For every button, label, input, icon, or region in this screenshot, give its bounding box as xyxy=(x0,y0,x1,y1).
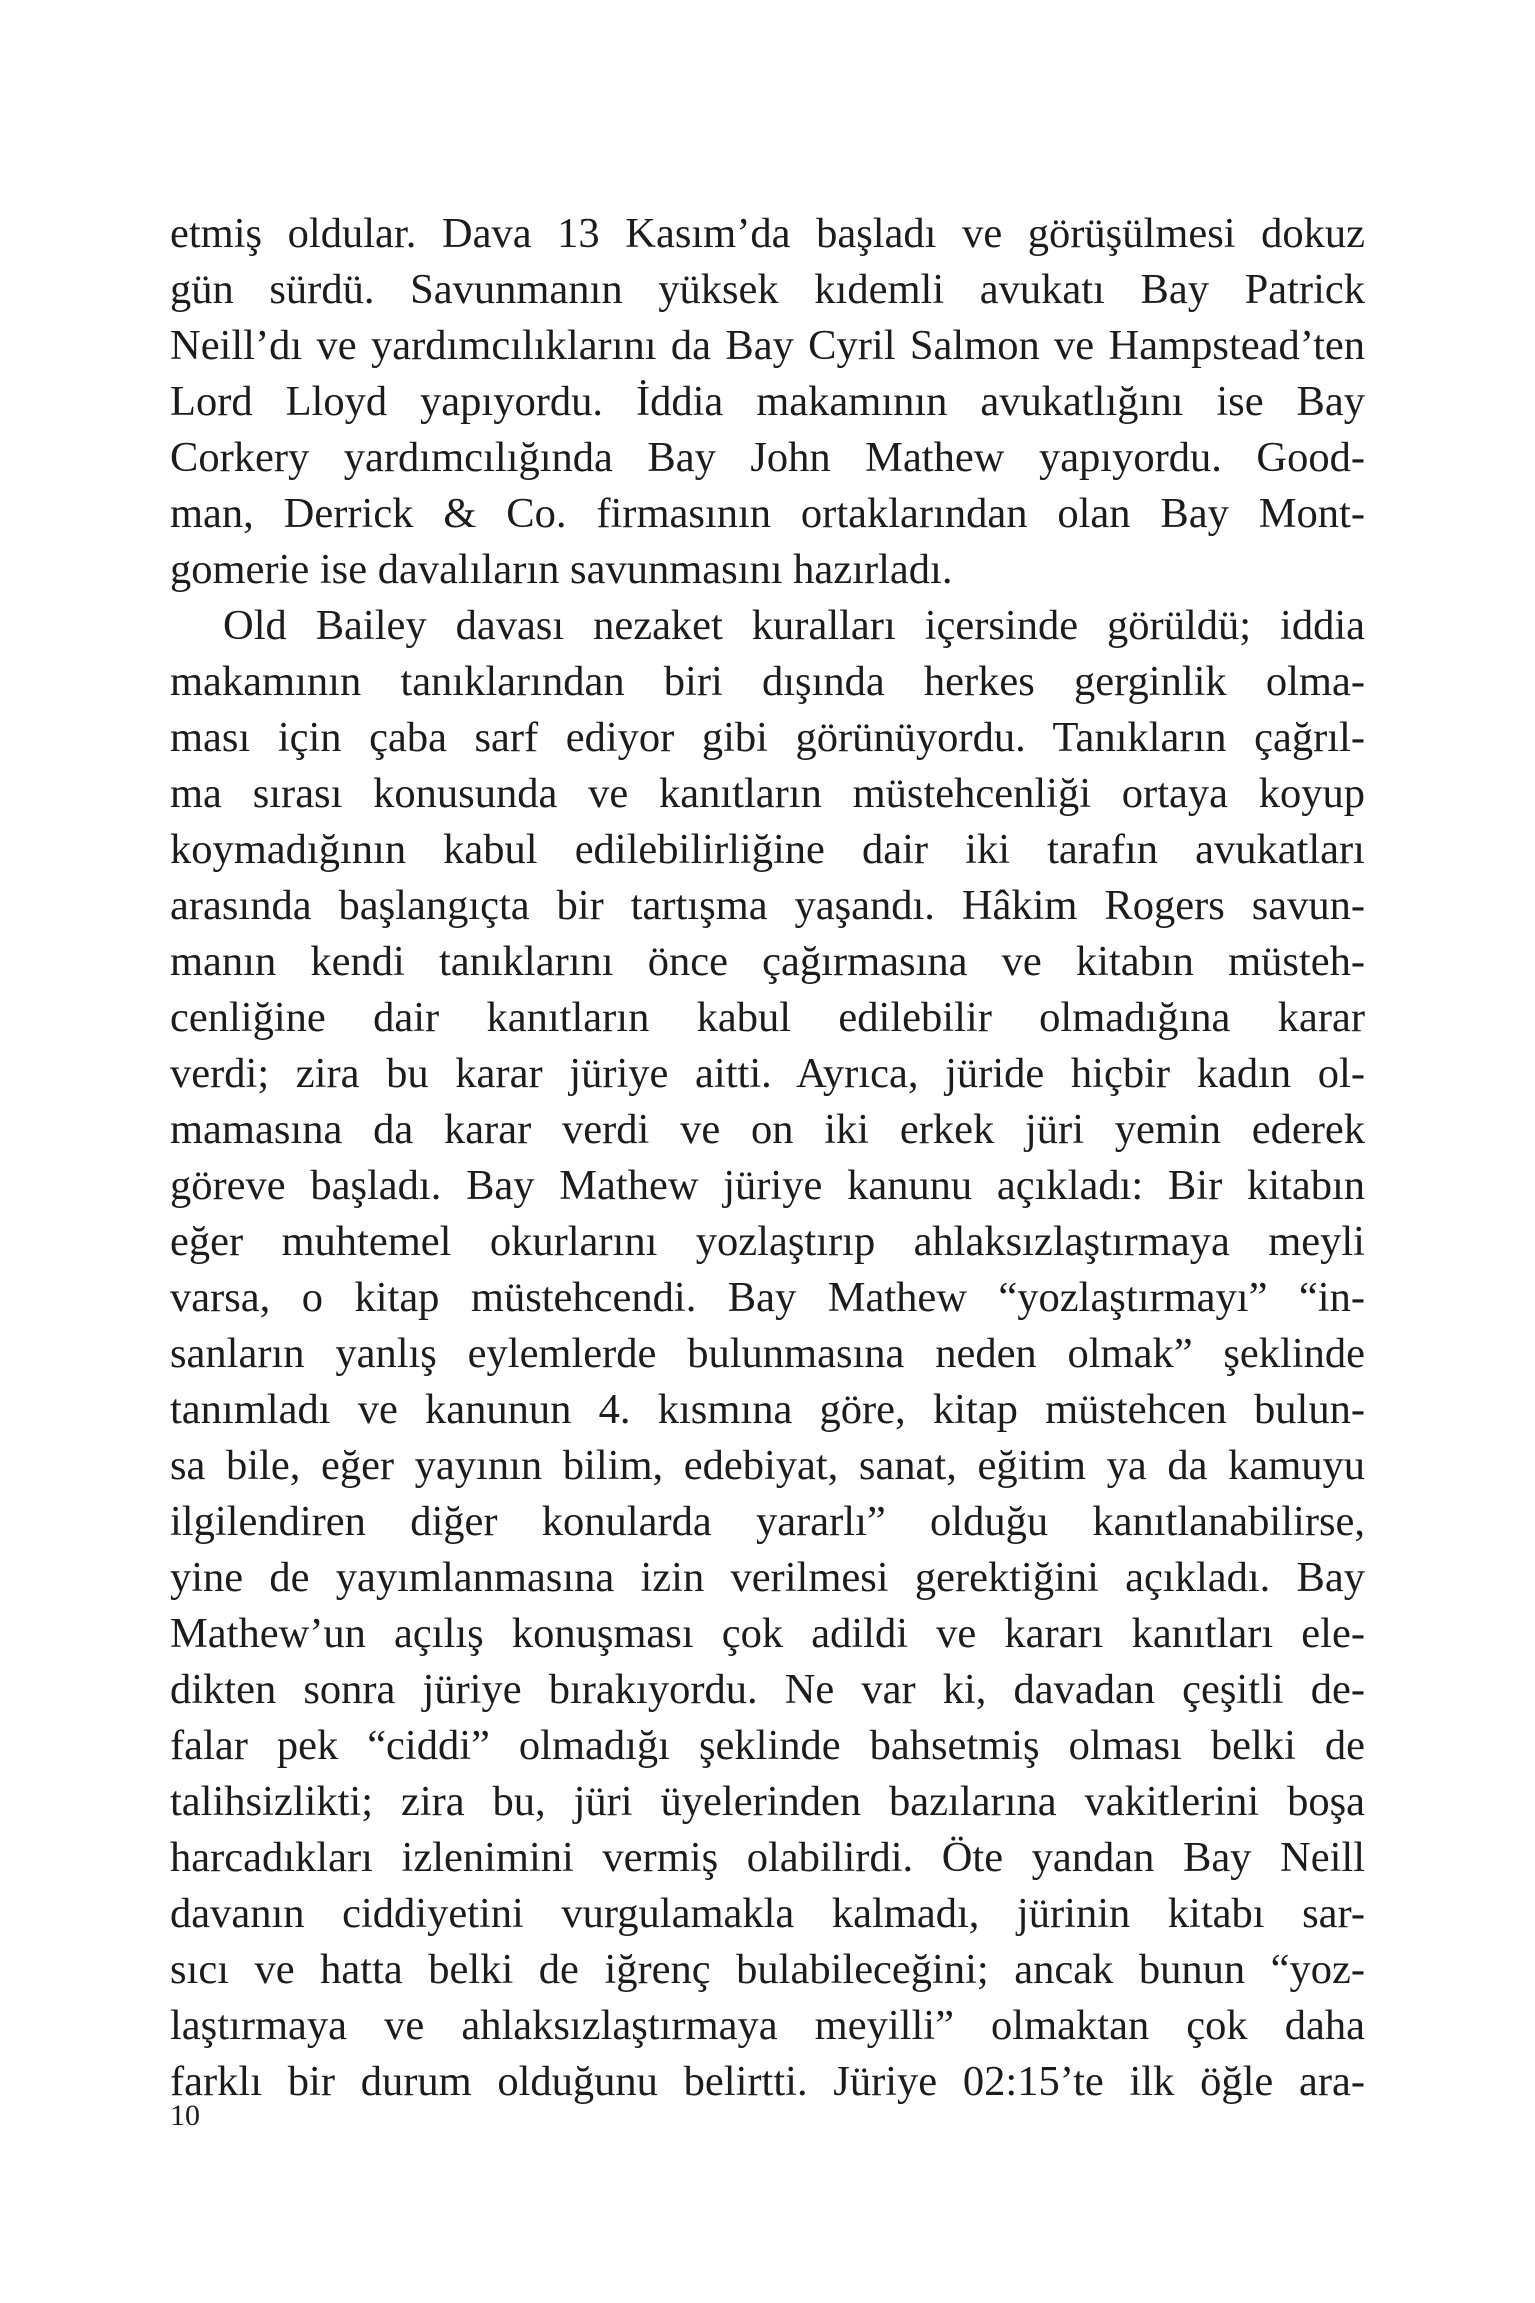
text-line: sıcı ve hatta belki de iğrenç bulabileceğini; ancak bunun “yoz- xyxy=(170,1946,1365,1993)
text-line: dikten sonra jüriye bırakıyordu. Ne var ki, davadan çeşitli de- xyxy=(170,1666,1365,1713)
text-line: gomerie ise davalıların savunmasını hazırladı. xyxy=(170,546,953,593)
text-line: cenliğine dair kanıtların kabul edilebilir olmadığına karar xyxy=(170,994,1365,1041)
text-line: sa bile, eğer yayının bilim, edebiyat, sanat, eğitim ya da kamuyu xyxy=(170,1442,1365,1489)
text-line: Lord Lloyd yapıyordu. İddia makamının avukatlığını ise Bay xyxy=(170,378,1365,425)
text-line: mamasına da karar verdi ve on iki erkek jüri yemin ederek xyxy=(170,1106,1365,1153)
text-line: talihsizlikti; zira bu, jüri üyelerinden bazılarına vakitlerini boşa xyxy=(170,1778,1365,1825)
text-line: farklı bir durum olduğunu belirtti. Jüriye 02:15’te ilk öğle ara- xyxy=(170,2058,1365,2105)
text-line: falar pek “ciddi” olmadığı şeklinde bahsetmiş olması belki de xyxy=(170,1722,1365,1769)
body-text xyxy=(170,206,1365,2110)
text-line: varsa, o kitap müstehcendi. Bay Mathew “yozlaştırmayı” “in- xyxy=(170,1274,1365,1321)
text-line: Mathew’un açılış konuşması çok adildi ve kararı kanıtları ele- xyxy=(170,1610,1365,1657)
text-line: davanın ciddiyetini vurgulamakla kalmadı, jürinin kitabı sar- xyxy=(170,1890,1365,1937)
page-number: 10 xyxy=(170,2099,200,2132)
paragraph-2 xyxy=(170,598,1365,2110)
text-line: Old Bailey davası nezaket kuralları içersinde görüldü; iddia xyxy=(223,602,1365,649)
text-line: ma sırası konusunda ve kanıtların müstehcenliği ortaya koyup xyxy=(170,770,1365,817)
text-line: makamının tanıklarından biri dışında herkes gerginlik olma- xyxy=(170,658,1365,705)
text-line: yine de yayımlanmasına izin verilmesi gerektiğini açıkladı. Bay xyxy=(170,1554,1365,1601)
text-line: tanımladı ve kanunun 4. kısmına göre, kitap müstehcen bulun- xyxy=(170,1386,1365,1433)
text-line: göreve başladı. Bay Mathew jüriye kanunu açıkladı: Bir kitabın xyxy=(170,1162,1365,1209)
text-line: ilgilendiren diğer konularda yararlı” olduğu kanıtlanabilirse, xyxy=(170,1498,1365,1545)
text-line: man, Derrick & Co. firmasının ortaklarından olan Bay Mont- xyxy=(170,490,1365,537)
text-line: Corkery yardımcılığında Bay John Mathew yapıyordu. Good- xyxy=(170,434,1365,481)
text-line: verdi; zira bu karar jüriye aitti. Ayrıca, jüride hiçbir kadın ol- xyxy=(170,1050,1365,1097)
text-line: sanların yanlış eylemlerde bulunmasına neden olmak” şeklinde xyxy=(170,1330,1365,1377)
text-line: koymadığının kabul edilebilirliğine dair iki tarafın avukatları xyxy=(170,826,1365,873)
text-line: gün sürdü. Savunmanın yüksek kıdemli avukatı Bay Patrick xyxy=(170,266,1365,313)
text-line: manın kendi tanıklarını önce çağırmasına ve kitabın müsteh- xyxy=(170,938,1365,985)
text-line: harcadıkları izlenimini vermiş olabilirdi. Öte yandan Bay Neill xyxy=(170,1834,1365,1881)
text-line: etmiş oldular. Dava 13 Kasım’da başladı ve görüşülmesi dokuz xyxy=(170,210,1365,257)
text-line: eğer muhtemel okurlarını yozlaştırıp ahlaksızlaştırmaya meyli xyxy=(170,1218,1365,1265)
text-line: arasında başlangıçta bir tartışma yaşandı. Hâkim Rogers savun- xyxy=(170,882,1365,929)
paragraph-1 xyxy=(170,206,1365,598)
text-line: ması için çaba sarf ediyor gibi görünüyordu. Tanıkların çağrıl- xyxy=(170,714,1365,761)
text-line: laştırmaya ve ahlaksızlaştırmaya meyilli” olmaktan çok daha xyxy=(170,2002,1365,2049)
text-line: Neill’dı ve yardımcılıklarını da Bay Cyril Salmon ve Hampstead’ten xyxy=(170,322,1365,369)
